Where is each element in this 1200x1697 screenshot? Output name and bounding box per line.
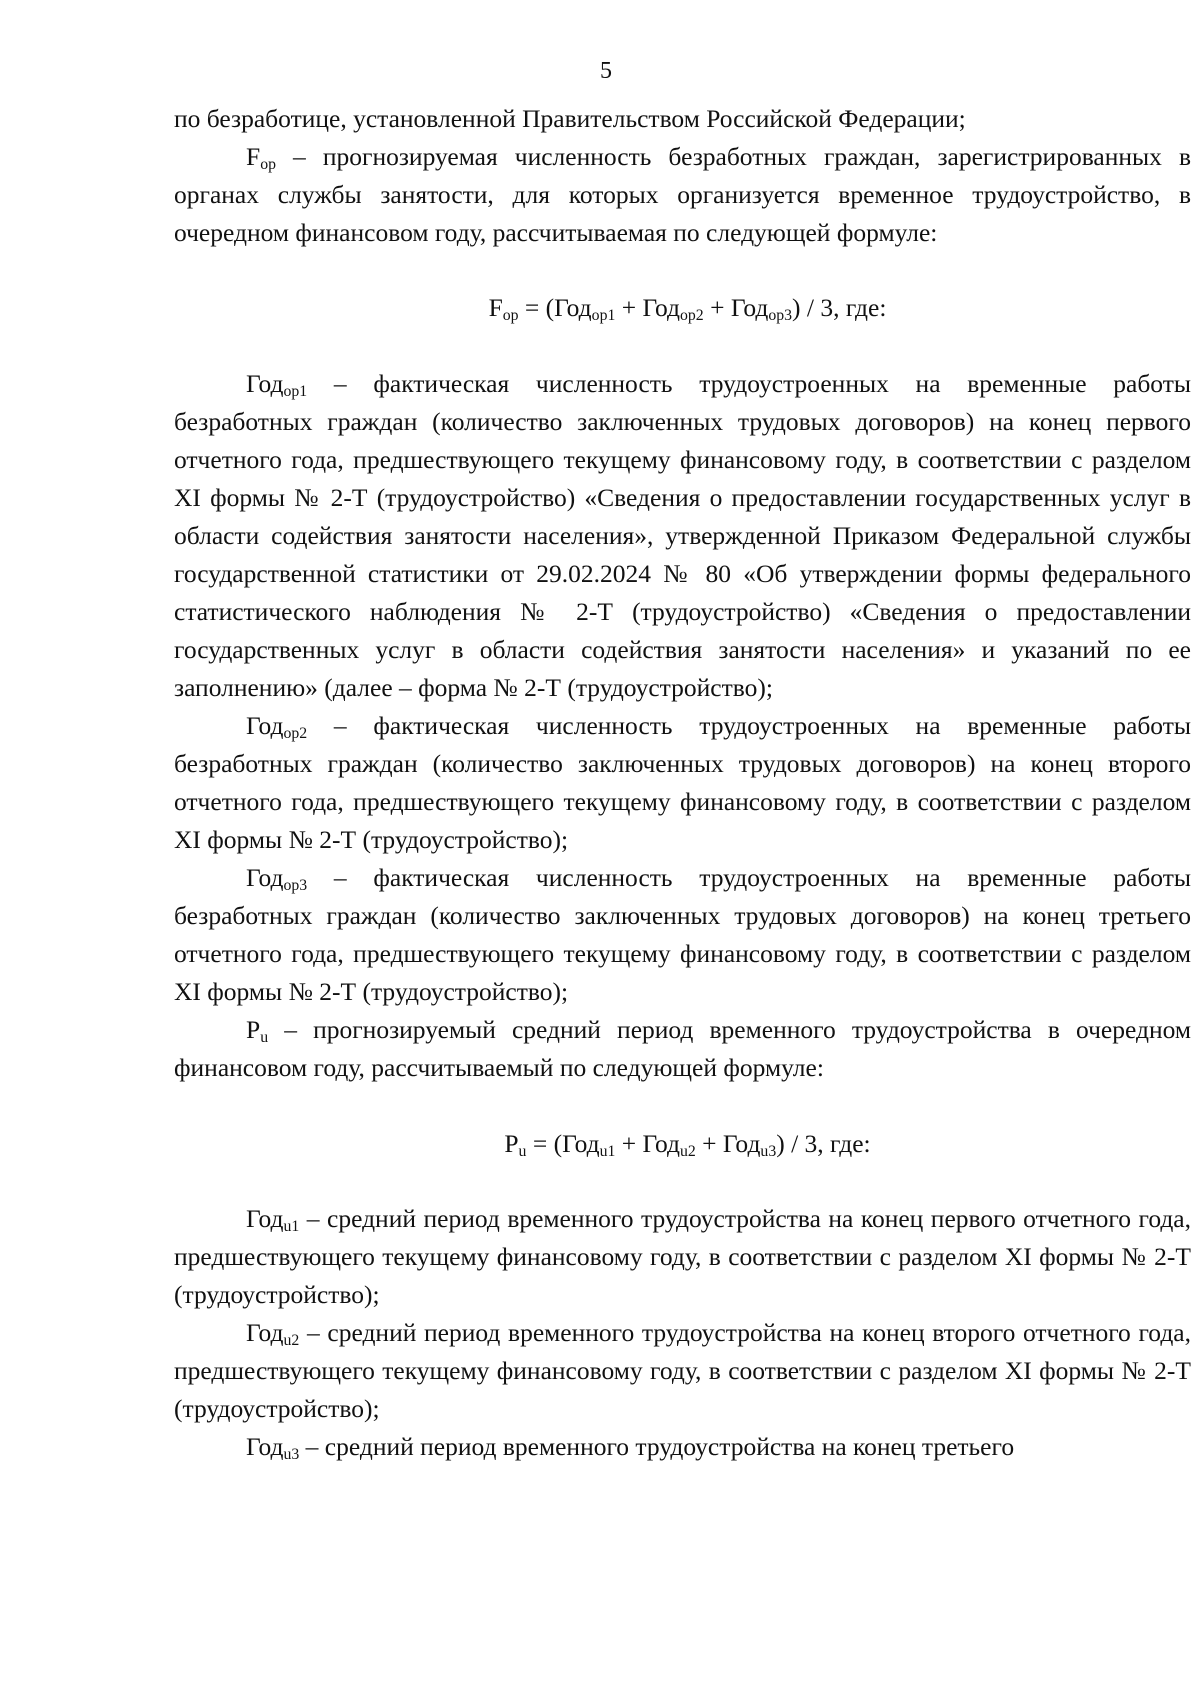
paragraph: Год$_{u1}$ – средний период временного трудоустройства на конец первого отчетного года, предшествующего текущему финансовому году, в соответствии с разделом XI формы № 2-Т (трудоустройство); bbox=[174, 1204, 1191, 1309]
paragraph: Год$_{u3}$ – средний период временного трудоустройства на конец третьего bbox=[246, 1432, 1015, 1463]
paragraph: Год$_{op1}$ – фактическая численность трудоустроенных на временные работы безработных граждан (количество заключенных трудовых договоров) на конец первого отчетного года, предшествующего текущему финансовому году, в соответствии с разделом XI формы № 2-Т (трудоустройство) «Сведения о предоставлении государственных услуг в области содействия занятости населения», утвержденной Приказом Федеральной службы государственной статистики от 29.02.2024 № 80 «Об утверждении формы федерального статистического наблюдения № 2-Т (трудоустройство) «Сведения о предоставлении государственных услуг в области содействия занятости населения» и указаний по ее заполнению» (далее – форма № 2-Т (трудоустройство); bbox=[174, 369, 1191, 702]
formula: $P_u = (Год_{u1} + Год_{u2} + Год_{u3}) / 3$, где: bbox=[504, 1129, 871, 1160]
document-body bbox=[174, 100, 1191, 1466]
page-number: 5 bbox=[600, 58, 612, 84]
formula: $F_{op} = (Год_{op1} + Год_{op2} + Год_{op3}) / 3$, где: bbox=[488, 293, 887, 324]
paragraph: Год$_{op2}$ – фактическая численность трудоустроенных на временные работы безработных граждан (количество заключенных трудовых договоров) на конец второго отчетного года, предшествующего текущему финансовому году, в соответствии с разделом XI формы № 2-Т (трудоустройство); bbox=[174, 711, 1191, 854]
paragraph: Год$_{op3}$ – фактическая численность трудоустроенных на временные работы безработных граждан (количество заключенных трудовых договоров) на конец третьего отчетного года, предшествующего текущему финансовому году, в соответствии с разделом XI формы № 2-Т (трудоустройство); bbox=[174, 863, 1191, 1006]
paragraph: $F_{op}$ – прогнозируемая численность безработных граждан, зарегистрированных в органах службы занятости, для которых организуется временное трудоустройство, в очередном финансовом году, рассчитываемая по следующей формуле: bbox=[174, 142, 1191, 247]
paragraph: $P_u$ – прогнозируемый средний период временного трудоустройства в очередном финансовом году, рассчитываемый по следующей формуле: bbox=[174, 1015, 1191, 1082]
paragraph: по безработице, установленной Правительством Российской Федерации; bbox=[174, 104, 966, 133]
paragraph: Год$_{u2}$ – средний период временного трудоустройства на конец второго отчетного года, предшествующего текущему финансовому году, в соответствии с разделом XI формы № 2-Т (трудоустройство); bbox=[174, 1318, 1191, 1423]
